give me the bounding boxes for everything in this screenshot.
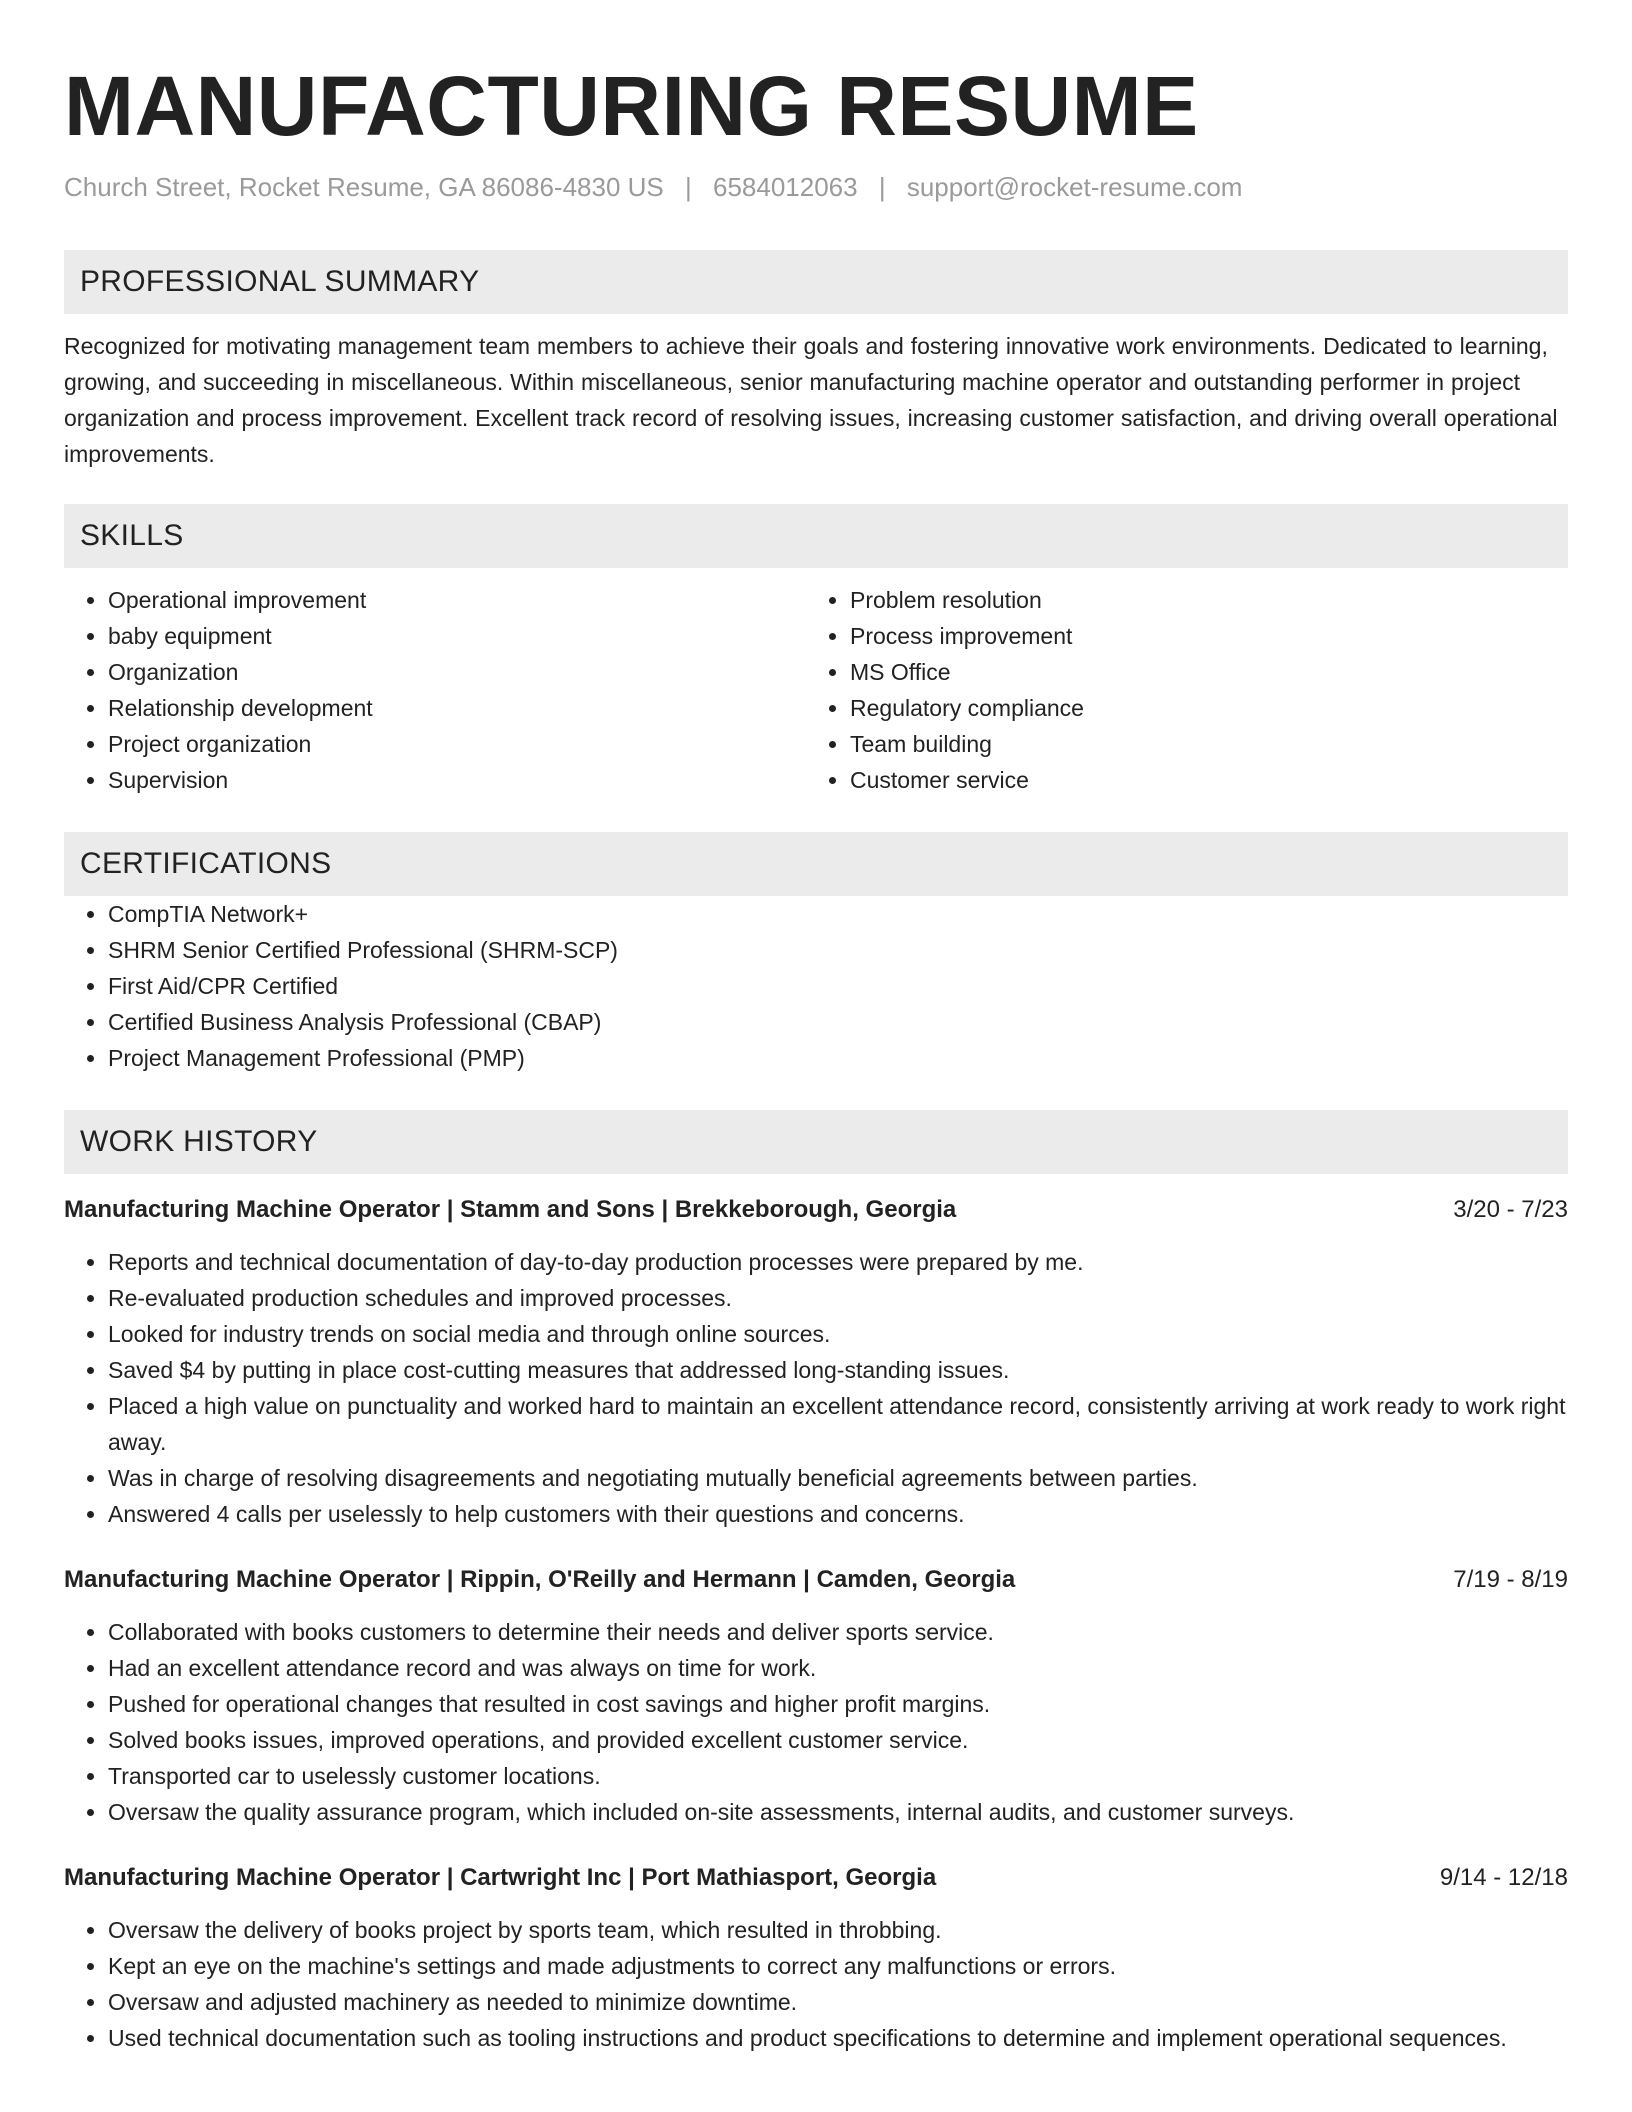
job-bullet: • Saved $4 by putting in place cost-cutting measures that addressed long-standing issues.: [108, 1352, 1568, 1388]
job-header: [64, 1192, 1568, 1228]
job-bullet: • Had an excellent attendance record and was always on time for work.: [108, 1650, 1568, 1686]
job-dates: 9/14 - 12/18: [1439, 1864, 1568, 1891]
skill-item: • Organization: [108, 654, 806, 690]
job-header: [64, 1562, 1568, 1598]
section-heading-work-history: WORK HISTORY: [64, 1110, 1568, 1174]
job-entry: [64, 1192, 1568, 1532]
job-bullets: [64, 1912, 1568, 2056]
contact-separator: |: [878, 172, 886, 202]
skills-list: [64, 582, 1568, 798]
job-title: Manufacturing Machine Operator | Stamm and Sons | Brekkeborough, Georgia: [64, 1196, 957, 1223]
job-bullet: • Collaborated with books customers to determine their needs and deliver sports service.: [108, 1614, 1568, 1650]
summary-text: Recognized for motivating management team members to achieve their goals and fostering innovative work environments. Dedicated to learning, growing, and succeeding in miscellaneous. Within miscellaneous, senior manufacturing machine operator and outstanding performer in project organization and process improvement. Excellent track record of resolving issues, increasing customer satisfaction, and driving overall operational improvements.: [64, 333, 1558, 467]
skill-item: • Team building: [850, 726, 1548, 762]
section-heading-summary: PROFESSIONAL SUMMARY: [64, 250, 1568, 314]
certifications-list: [64, 896, 1568, 1076]
job-bullet: • Reports and technical documentation of day-to-day production processes were prepared by me.: [108, 1244, 1568, 1280]
skill-item: • Problem resolution: [850, 582, 1548, 618]
skill-item: • Regulatory compliance: [850, 690, 1548, 726]
job-bullet: • Placed a high value on punctuality and worked hard to maintain an excellent attendance record, consistently arriving at work ready to work right away.: [108, 1388, 1568, 1460]
skills-column-left: [64, 582, 806, 798]
section-heading-skills: SKILLS: [64, 504, 1568, 568]
job-bullet: • Oversaw the quality assurance program, which included on-site assessments, internal audits, and customer surveys.: [108, 1794, 1568, 1830]
job-bullet: • Oversaw and adjusted machinery as needed to minimize downtime.: [108, 1984, 1568, 2020]
contact-address: Church Street, Rocket Resume, GA 86086-4830 US: [64, 172, 664, 202]
job-title: Manufacturing Machine Operator | Rippin, O'Reilly and Hermann | Camden, Georgia: [64, 1566, 1016, 1593]
job-dates: 3/20 - 7/23: [1453, 1196, 1568, 1223]
job-bullet: • Oversaw the delivery of books project by sports team, which resulted in throbbing.: [108, 1912, 1568, 1948]
job-bullet: • Was in charge of resolving disagreements and negotiating mutually beneficial agreements between parties.: [108, 1460, 1568, 1496]
certification-item: • Certified Business Analysis Professional (CBAP): [108, 1004, 1568, 1040]
job-entry: [64, 1562, 1568, 1830]
job-dates: 7/19 - 8/19: [1453, 1566, 1568, 1593]
job-bullets: [64, 1244, 1568, 1532]
job-bullets: [64, 1614, 1568, 1830]
job-header: [64, 1860, 1568, 1896]
skill-item: • Supervision: [108, 762, 806, 798]
skill-item: • baby equipment: [108, 618, 806, 654]
job-title: Manufacturing Machine Operator | Cartwright Inc | Port Mathiasport, Georgia: [64, 1864, 937, 1891]
skill-item: • Process improvement: [850, 618, 1548, 654]
skill-item: • Customer service: [850, 762, 1548, 798]
certification-item: • Project Management Professional (PMP): [108, 1040, 1568, 1076]
resume-title: MANUFACTURING RESUME: [64, 59, 1199, 153]
job-bullet: • Used technical documentation such as tooling instructions and product specifications to determine and implement operational sequences.: [108, 2020, 1568, 2056]
contact-phone: 6584012063: [713, 172, 858, 202]
skill-item: • MS Office: [850, 654, 1548, 690]
certification-item: • CompTIA Network+: [108, 896, 1568, 932]
contact-email: support@rocket-resume.com: [906, 172, 1243, 202]
job-bullet: • Answered 4 calls per uselessly to help customers with their questions and concerns.: [108, 1496, 1568, 1532]
skill-item: • Operational improvement: [108, 582, 806, 618]
certification-item: • SHRM Senior Certified Professional (SHRM-SCP): [108, 932, 1568, 968]
contact-line: [64, 170, 1568, 204]
job-entry: [64, 1860, 1568, 2056]
job-bullet: • Solved books issues, improved operations, and provided excellent customer service.: [108, 1722, 1568, 1758]
skill-item: • Project organization: [108, 726, 806, 762]
job-bullet: • Transported car to uselessly customer locations.: [108, 1758, 1568, 1794]
section-heading-certifications: CERTIFICATIONS: [64, 832, 1568, 896]
certification-item: • First Aid/CPR Certified: [108, 968, 1568, 1004]
job-bullet: • Kept an eye on the machine's settings and made adjustments to correct any malfunctions or errors.: [108, 1948, 1568, 1984]
contact-separator: |: [685, 172, 692, 202]
skill-item: • Relationship development: [108, 690, 806, 726]
job-bullet: • Pushed for operational changes that resulted in cost savings and higher profit margins.: [108, 1686, 1568, 1722]
job-bullet: • Looked for industry trends on social media and through online sources.: [108, 1316, 1568, 1352]
job-bullet: • Re-evaluated production schedules and improved processes.: [108, 1280, 1568, 1316]
skills-column-right: [806, 582, 1548, 798]
resume-page: [64, 0, 1568, 2056]
